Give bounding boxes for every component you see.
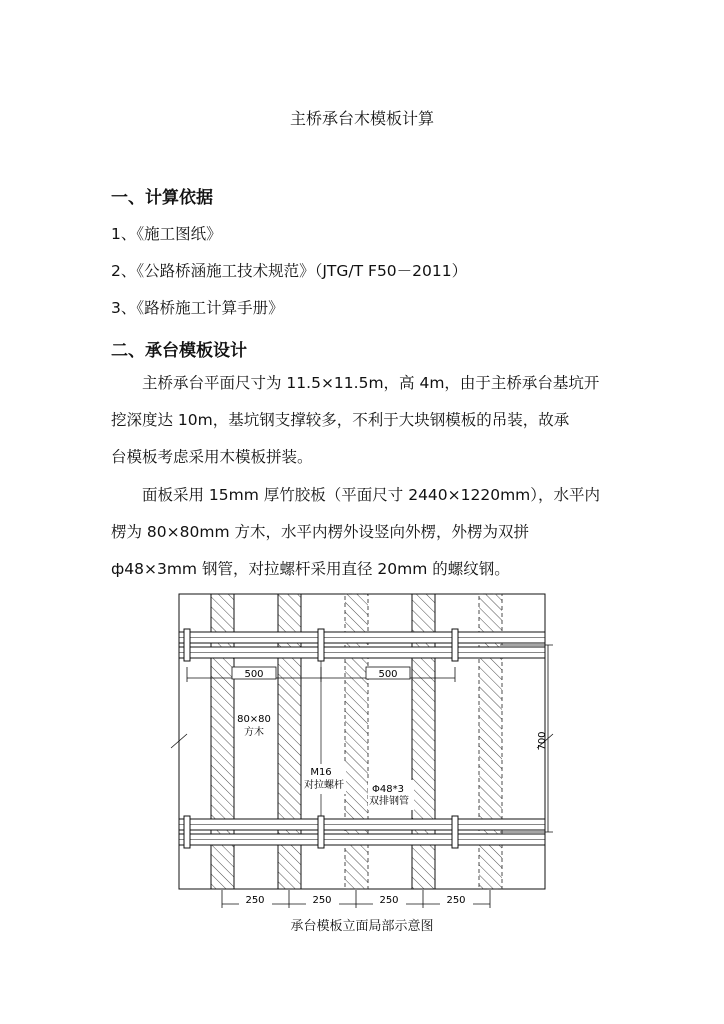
para1-line-1: 主桥承台平面尺寸为 11.5×11.5m，高 4m，由于主桥承台基坑开 [142, 374, 600, 392]
para1-line-3: 台模板考虑采用木模板拼装。 [111, 448, 313, 466]
document-title: 主桥承台木模板计算 [289, 109, 434, 128]
timber-label: 80×80 [237, 714, 271, 725]
bolt-sublabel: 对拉螺杆 [304, 780, 344, 791]
para2-line-1: 面板采用 15mm 厚竹胶板（平面尺寸 2440×1220mm），水平内 [142, 486, 601, 504]
bottom-dimensions [222, 890, 490, 908]
bottom-dim-label-3: 250 [379, 895, 399, 906]
pipe-label: Φ48*3 [372, 784, 404, 795]
figure-caption: 承台模板立面局部示意图 [290, 919, 434, 934]
section-heading-design: 二、承台模板设计 [111, 341, 247, 361]
basis-item-3: 3、《路桥施工计算手册》 [111, 299, 284, 317]
section-heading-basis: 一、计算依据 [111, 188, 213, 208]
bottom-dim-label-1: 250 [245, 895, 265, 906]
pipe-sublabel: 双排钢管 [369, 796, 409, 807]
timber-sublabel: 方木 [244, 727, 264, 738]
bolt-label: M16 [310, 767, 332, 778]
para1-line-2: 挖深度达 10m，基坑钢支撑较多，不利于大块钢模板的吊装，故承 [111, 411, 570, 429]
bottom-dim-label-2: 250 [312, 895, 332, 906]
top-dim-label-2: 500 [378, 669, 398, 680]
para2-line-2: 楞为 80×80mm 方木，水平内楞外设竖向外楞，外楞为双拼 [111, 523, 529, 541]
para2-line-3: ф48×3mm 钢管，对拉螺杆采用直径 20mm 的螺纹钢。 [111, 560, 510, 578]
basis-item-1: 1、《施工图纸》 [111, 225, 222, 243]
basis-item-2: 2、《公路桥涵施工技术规范》（JTG/T F50－2011） [111, 262, 468, 280]
right-dim-label: 700 [537, 731, 548, 751]
top-dim-label-1: 500 [244, 669, 264, 680]
bottom-dim-label-4: 250 [446, 895, 466, 906]
